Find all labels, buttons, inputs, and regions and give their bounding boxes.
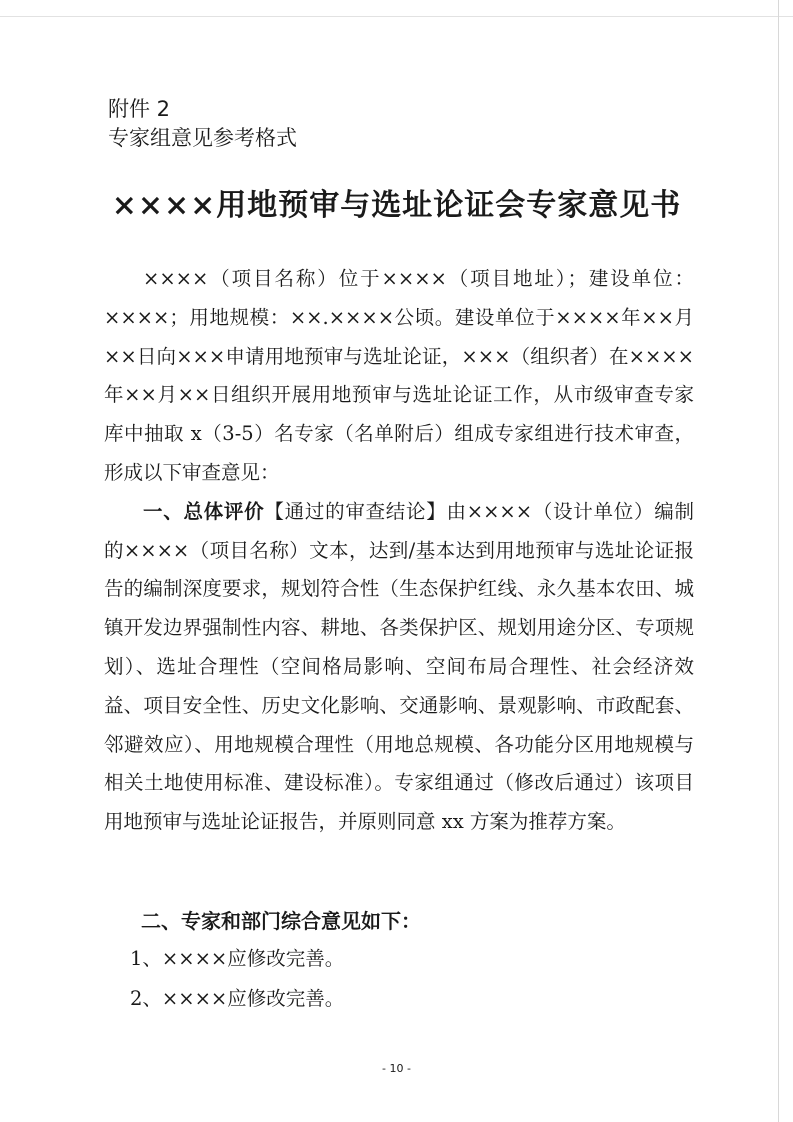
section2-heading: 二、专家和部门综合意见如下： bbox=[141, 909, 421, 933]
scan-edge-top bbox=[0, 16, 793, 17]
section1-bracket: 【通过的审查结论】 bbox=[264, 499, 447, 523]
document-title: ××××用地预审与选址论证会专家意见书 bbox=[111, 188, 682, 223]
section1-paragraph bbox=[104, 493, 694, 842]
attachment-label: 附件 2 bbox=[108, 97, 171, 121]
list-item: 1、××××应修改完善。 bbox=[130, 947, 345, 970]
document-body bbox=[104, 260, 694, 842]
section1-heading: 一、总体评价 bbox=[143, 499, 265, 523]
list-item: 2、××××应修改完善。 bbox=[130, 987, 345, 1010]
page-number: - 10 - bbox=[382, 1062, 411, 1075]
intro-paragraph: ××××（项目名称）位于××××（项目地址）；建设单位：××××；用地规模：××.××××公顷。建设单位于××××年××月××日向×××申请用地预审与选址论证，×××（组织者）在××××年××月××日组织开展用地预审与选址论证工作，从市级审查专家库中抽取 x（3-5）名专家（名单附后）组成专家组进行技术审查，形成以下审查意见： bbox=[104, 267, 694, 484]
section1-text: 由××××（设计单位）编制的××××（项目名称）文本，达到/基本达到用地预审与选址论证报告的编制深度要求，规划符合性（生态保护红线、永久基本农田、城镇开发边界强制性内容、耕地、各类保护区、规划用途分区、专项规划）、选址合理性（空间格局影响、空间布局合理性、社会经济效益、项目安全性、历史文化影响、交通影响、景观影响、市政配套、邻避效应）、用地规模合理性（用地总规模、各功能分区用地规模与相关土地使用标准、建设标准）。专家组通过（修改后通过）该项目用地预审与选址论证报告，并原则同意 xx 方案为推荐方案。 bbox=[104, 499, 694, 834]
scan-edge-right bbox=[778, 0, 779, 1122]
format-subtitle: 专家组意见参考格式 bbox=[108, 126, 297, 150]
